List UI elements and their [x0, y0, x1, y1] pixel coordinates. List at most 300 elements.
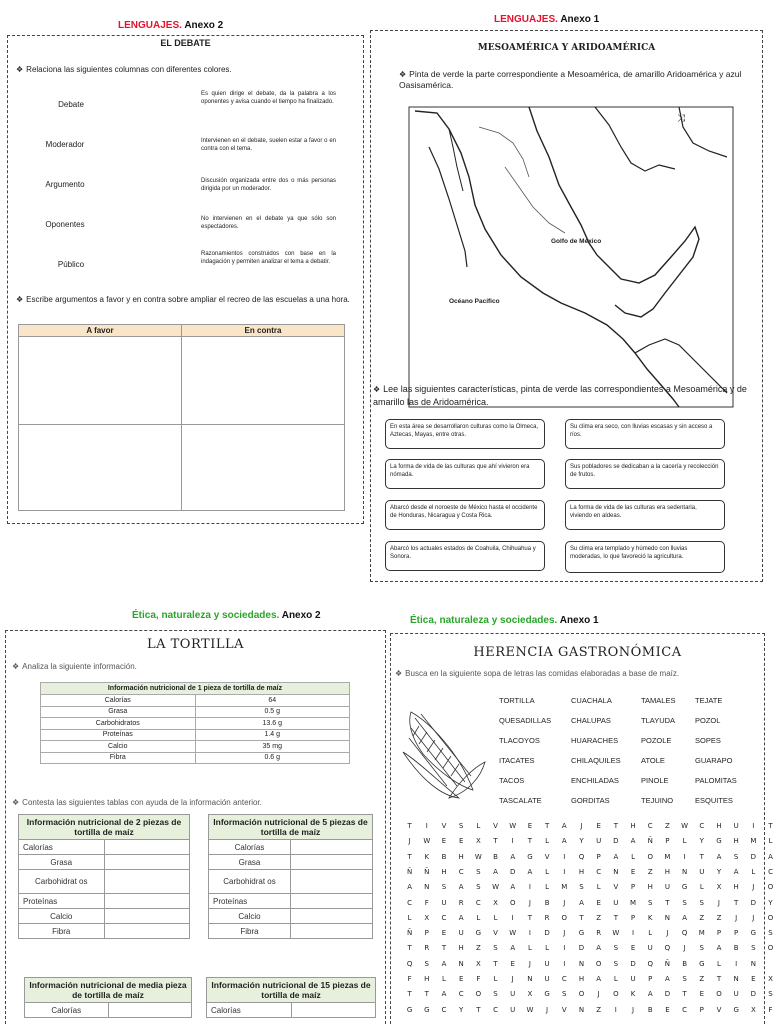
grid-letter[interactable]: W — [492, 883, 499, 892]
grid-letter[interactable]: Y — [459, 1005, 464, 1014]
grid-letter[interactable]: C — [493, 1005, 498, 1014]
grid-letter[interactable]: C — [768, 867, 773, 876]
grid-letter[interactable]: U — [733, 822, 739, 830]
grid-letter[interactable]: S — [699, 944, 704, 953]
grid-letter[interactable]: I — [528, 929, 531, 938]
grid-letter[interactable]: T — [613, 913, 618, 922]
grid-letter[interactable]: Y — [579, 837, 584, 846]
grid-letter[interactable]: T — [682, 990, 687, 999]
term-oponentes[interactable]: Oponentes — [45, 220, 85, 229]
grid-letter[interactable]: G — [733, 1005, 739, 1014]
grid-letter[interactable]: U — [699, 867, 705, 876]
grid-letter[interactable]: Z — [699, 913, 705, 922]
grid-letter[interactable]: L — [545, 883, 550, 892]
grid-letter[interactable]: G — [578, 929, 585, 938]
grid-letter[interactable]: P — [424, 929, 429, 938]
grid-letter[interactable]: C — [441, 1005, 447, 1014]
answer-cell[interactable] — [104, 924, 190, 939]
grid-letter[interactable]: G — [527, 852, 533, 861]
grid-letter[interactable]: E — [458, 975, 464, 983]
grid-letter[interactable]: H — [733, 883, 739, 892]
grid-letter[interactable]: N — [424, 883, 430, 892]
grid-letter[interactable]: L — [442, 975, 446, 983]
grid-letter[interactable]: K — [424, 852, 430, 861]
grid-letter[interactable]: I — [563, 852, 566, 861]
grid-letter[interactable]: E — [630, 944, 636, 953]
grid-letter[interactable]: L — [545, 837, 550, 846]
grid-letter[interactable]: M — [698, 929, 705, 938]
grid-letter[interactable]: Q — [664, 944, 671, 953]
grid-letter[interactable]: T — [665, 898, 670, 907]
grid-letter[interactable]: J — [528, 898, 531, 907]
grid-letter[interactable]: W — [509, 929, 517, 938]
grid-letter[interactable]: A — [510, 944, 516, 953]
contra-cell[interactable] — [182, 337, 345, 425]
grid-letter[interactable]: O — [647, 852, 653, 861]
grid-letter[interactable]: Z — [596, 1005, 602, 1014]
grid-letter[interactable]: F — [768, 1005, 773, 1014]
grid-letter[interactable]: I — [511, 837, 514, 846]
grid-letter[interactable]: O — [716, 990, 722, 999]
grid-letter[interactable]: L — [476, 822, 481, 830]
grid-letter[interactable]: X — [527, 990, 533, 999]
grid-letter[interactable]: S — [647, 898, 653, 907]
grid-letter[interactable]: J — [631, 1005, 635, 1014]
characteristic-card[interactable]: Su clima era seco, con lluvias escasas y sin acceso a ríos. — [565, 419, 725, 449]
grid-letter[interactable]: M — [561, 883, 568, 892]
grid-letter[interactable]: I — [752, 822, 755, 830]
grid-letter[interactable]: E — [441, 837, 447, 846]
grid-letter[interactable]: T — [476, 1005, 481, 1014]
grid-letter[interactable]: S — [562, 990, 567, 999]
grid-letter[interactable]: T — [716, 975, 722, 983]
grid-letter[interactable]: H — [733, 837, 739, 846]
grid-letter[interactable]: B — [733, 944, 739, 953]
grid-letter[interactable]: W — [526, 1005, 534, 1014]
grid-letter[interactable]: T — [734, 898, 739, 907]
answer-cell[interactable] — [291, 894, 373, 909]
grid-letter[interactable]: D — [664, 990, 671, 999]
grid-letter[interactable]: Q — [578, 852, 585, 861]
grid-letter[interactable]: A — [665, 975, 670, 983]
grid-letter[interactable]: X — [716, 883, 722, 892]
grid-letter[interactable]: C — [699, 822, 705, 830]
grid-letter[interactable]: A — [561, 837, 567, 846]
grid-letter[interactable]: H — [424, 975, 430, 983]
grid-letter[interactable]: A — [458, 913, 464, 922]
grid-letter[interactable]: V — [544, 852, 550, 861]
grid-letter[interactable]: V — [561, 1005, 567, 1014]
favor-cell[interactable] — [19, 425, 182, 511]
grid-letter[interactable]: S — [424, 959, 429, 968]
characteristic-card[interactable]: La forma de vida de las culturas que ahí vivieron era nómada. — [385, 459, 545, 489]
grid-letter[interactable]: A — [527, 867, 533, 876]
answer-cell[interactable] — [291, 909, 373, 924]
grid-letter[interactable]: R — [424, 944, 430, 953]
grid-letter[interactable]: K — [630, 990, 636, 999]
grid-letter[interactable]: J — [563, 929, 566, 938]
grid-letter[interactable]: W — [612, 929, 620, 938]
grid-letter[interactable]: L — [768, 837, 773, 846]
grid-letter[interactable]: P — [630, 883, 636, 892]
grid-letter[interactable]: U — [733, 990, 739, 999]
grid-letter[interactable]: Ñ — [664, 959, 671, 968]
grid-letter[interactable]: L — [545, 867, 550, 876]
grid-letter[interactable]: F — [424, 898, 429, 907]
grid-letter[interactable]: S — [768, 929, 773, 938]
grid-letter[interactable]: E — [596, 898, 601, 907]
grid-letter[interactable]: S — [768, 990, 773, 999]
grid-letter[interactable]: E — [458, 837, 464, 846]
grid-letter[interactable]: K — [647, 913, 653, 922]
grid-letter[interactable]: U — [647, 944, 653, 953]
grid-letter[interactable]: E — [596, 822, 601, 830]
word-search-grid[interactable] — [401, 822, 774, 1022]
grid-letter[interactable]: A — [561, 822, 567, 830]
grid-letter[interactable]: A — [733, 867, 739, 876]
grid-letter[interactable]: Q — [647, 959, 653, 968]
grid-letter[interactable]: A — [579, 898, 584, 907]
grid-letter[interactable]: L — [493, 913, 498, 922]
grid-letter[interactable]: T — [493, 959, 498, 968]
grid-letter[interactable]: W — [474, 852, 482, 861]
grid-letter[interactable]: M — [750, 837, 757, 846]
grid-letter[interactable]: H — [630, 822, 636, 830]
grid-letter[interactable]: C — [475, 898, 481, 907]
grid-letter[interactable]: X — [750, 1005, 756, 1014]
grid-letter[interactable]: T — [424, 990, 429, 999]
grid-letter[interactable]: N — [733, 975, 739, 983]
grid-letter[interactable]: J — [597, 990, 600, 999]
characteristic-card[interactable]: Abarcó los actuales estados de Coahuila, Chihuahua y Sonora. — [385, 541, 545, 571]
grid-letter[interactable]: E — [441, 929, 447, 938]
grid-letter[interactable]: C — [441, 913, 447, 922]
grid-letter[interactable]: A — [613, 852, 619, 861]
grid-letter[interactable]: S — [493, 990, 498, 999]
grid-letter[interactable]: A — [493, 867, 498, 876]
grid-letter[interactable]: C — [682, 1005, 688, 1014]
answer-cell[interactable] — [104, 855, 190, 870]
grid-letter[interactable]: I — [563, 867, 566, 876]
grid-letter[interactable]: I — [735, 959, 738, 968]
definition-5[interactable]: Razonamientos construidos con base en la indagación y permiten analizar el tema a debatir. — [201, 251, 336, 265]
grid-letter[interactable]: T — [613, 822, 618, 830]
grid-letter[interactable]: T — [407, 990, 412, 999]
grid-letter[interactable]: L — [545, 944, 550, 953]
grid-letter[interactable]: L — [493, 975, 498, 983]
contra-cell[interactable] — [182, 425, 345, 511]
grid-letter[interactable]: Z — [475, 944, 481, 953]
grid-letter[interactable]: X — [493, 898, 498, 907]
grid-letter[interactable]: Ñ — [406, 867, 413, 876]
grid-letter[interactable]: U — [510, 1005, 516, 1014]
grid-letter[interactable]: S — [493, 944, 498, 953]
grid-letter[interactable]: U — [630, 975, 636, 983]
grid-letter[interactable]: H — [647, 883, 653, 892]
grid-letter[interactable]: C — [561, 975, 567, 983]
grid-letter[interactable]: B — [441, 852, 447, 861]
grid-letter[interactable]: B — [544, 898, 550, 907]
grid-letter[interactable]: X — [475, 959, 481, 968]
definition-4[interactable]: No intervienen en el debate ya que sólo son espectadores. — [201, 216, 336, 230]
grid-letter[interactable]: D — [750, 852, 757, 861]
grid-letter[interactable]: P — [734, 929, 739, 938]
grid-letter[interactable]: L — [699, 883, 704, 892]
grid-letter[interactable]: U — [510, 990, 516, 999]
grid-letter[interactable]: G — [681, 883, 688, 892]
grid-letter[interactable]: H — [578, 975, 585, 983]
grid-letter[interactable]: U — [664, 883, 670, 892]
grid-letter[interactable]: V — [493, 822, 498, 830]
grid-letter[interactable]: A — [682, 913, 687, 922]
grid-letter[interactable]: A — [647, 990, 653, 999]
answer-cell[interactable] — [104, 870, 190, 894]
grid-letter[interactable]: G — [424, 1005, 430, 1014]
grid-letter[interactable]: L — [476, 913, 481, 922]
grid-letter[interactable]: F — [407, 975, 412, 983]
grid-letter[interactable]: W — [681, 822, 689, 830]
grid-letter[interactable]: A — [441, 990, 447, 999]
grid-letter[interactable]: S — [476, 883, 481, 892]
grid-letter[interactable]: N — [664, 913, 671, 922]
grid-letter[interactable]: D — [544, 929, 550, 938]
grid-letter[interactable]: D — [613, 837, 619, 846]
grid-letter[interactable]: W — [509, 822, 517, 830]
grid-letter[interactable]: R — [596, 929, 602, 938]
definition-1[interactable]: Es quien dirige el debate, da la palabra a los oponentes y avisa cuando el tiempo ha finalizado. — [201, 91, 336, 105]
term-debate[interactable]: Debate — [58, 100, 84, 109]
grid-letter[interactable]: M — [630, 898, 637, 907]
grid-letter[interactable]: O — [561, 913, 568, 922]
grid-letter[interactable]: O — [767, 913, 774, 922]
grid-letter[interactable]: I — [425, 822, 428, 830]
grid-letter[interactable]: C — [458, 867, 464, 876]
grid-letter[interactable]: J — [717, 898, 720, 907]
grid-letter[interactable]: N — [681, 867, 688, 876]
grid-letter[interactable]: S — [441, 883, 447, 892]
grid-letter[interactable]: E — [527, 822, 533, 830]
grid-letter[interactable]: C — [596, 867, 602, 876]
grid-letter[interactable]: J — [666, 929, 669, 938]
grid-letter[interactable]: O — [578, 990, 585, 999]
definition-2[interactable]: Intervienen en el debate, suelen estar a favor o en contra con el tema. — [201, 138, 336, 152]
grid-letter[interactable]: J — [752, 883, 755, 892]
grid-letter[interactable]: G — [699, 959, 705, 968]
grid-letter[interactable]: L — [527, 944, 532, 953]
grid-letter[interactable]: T — [579, 913, 584, 922]
grid-letter[interactable]: L — [751, 867, 756, 876]
grid-letter[interactable]: L — [682, 837, 687, 846]
grid-letter[interactable]: G — [475, 929, 482, 938]
grid-letter[interactable]: H — [664, 867, 671, 876]
grid-letter[interactable]: L — [407, 913, 412, 922]
grid-letter[interactable]: Q — [681, 929, 688, 938]
grid-letter[interactable]: R — [544, 913, 550, 922]
grid-letter[interactable]: S — [476, 867, 481, 876]
grid-letter[interactable]: A — [510, 883, 516, 892]
grid-letter[interactable]: H — [458, 852, 464, 861]
grid-letter[interactable]: J — [546, 1005, 549, 1014]
grid-letter[interactable]: U — [544, 959, 550, 968]
grid-letter[interactable]: W — [423, 837, 431, 846]
grid-letter[interactable]: U — [458, 929, 464, 938]
grid-letter[interactable]: V — [716, 1005, 722, 1014]
grid-letter[interactable]: B — [647, 1005, 653, 1014]
answer-cell[interactable] — [104, 894, 190, 909]
grid-letter[interactable]: N — [527, 975, 533, 983]
grid-letter[interactable]: V — [441, 822, 447, 830]
grid-letter[interactable]: S — [682, 898, 687, 907]
grid-letter[interactable]: S — [682, 975, 687, 983]
grid-letter[interactable]: N — [458, 959, 464, 968]
grid-letter[interactable]: H — [458, 944, 464, 953]
grid-letter[interactable]: Z — [716, 913, 722, 922]
grid-letter[interactable]: L — [717, 959, 721, 968]
grid-letter[interactable]: P — [699, 1005, 704, 1014]
grid-letter[interactable]: A — [458, 883, 464, 892]
grid-letter[interactable]: Y — [699, 837, 704, 846]
grid-letter[interactable]: G — [716, 837, 722, 846]
grid-letter[interactable]: A — [596, 975, 602, 983]
grid-letter[interactable]: I — [683, 852, 686, 861]
grid-letter[interactable]: E — [751, 975, 756, 983]
grid-letter[interactable]: Z — [596, 913, 602, 922]
grid-letter[interactable]: S — [613, 959, 619, 968]
grid-letter[interactable]: O — [595, 959, 602, 968]
answer-cell[interactable] — [291, 1003, 376, 1018]
grid-letter[interactable]: U — [441, 898, 447, 907]
grid-letter[interactable]: T — [493, 837, 498, 846]
grid-letter[interactable]: T — [441, 944, 447, 953]
grid-letter[interactable]: J — [735, 913, 738, 922]
answer-cell[interactable] — [291, 840, 373, 855]
grid-letter[interactable]: E — [630, 867, 636, 876]
grid-letter[interactable]: U — [596, 837, 602, 846]
grid-letter[interactable]: O — [613, 990, 619, 999]
characteristic-card[interactable]: Abarcó desde el noroeste de México hasta el occidente de Honduras, Nicaragua y Costa Rica. — [385, 500, 545, 530]
grid-letter[interactable]: D — [578, 944, 585, 953]
grid-letter[interactable]: Ñ — [406, 929, 413, 938]
characteristic-card[interactable]: Sus pobladores se dedicaban a la cacería y recolección de frutos. — [565, 459, 725, 489]
grid-letter[interactable]: E — [510, 959, 515, 968]
grid-letter[interactable]: R — [458, 898, 464, 907]
grid-letter[interactable]: A — [716, 944, 722, 953]
favor-cell[interactable] — [19, 337, 182, 425]
characteristic-card[interactable]: La forma de vida de las culturas era sedentaria, viviendo en aldeas. — [565, 500, 725, 530]
grid-letter[interactable]: G — [406, 1005, 413, 1014]
grid-letter[interactable]: P — [630, 913, 636, 922]
grid-letter[interactable]: P — [665, 837, 670, 846]
grid-letter[interactable]: I — [631, 929, 635, 938]
grid-letter[interactable]: S — [458, 822, 464, 830]
answer-cell[interactable] — [291, 870, 373, 894]
grid-letter[interactable]: I — [511, 913, 514, 922]
grid-letter[interactable]: Q — [406, 959, 413, 968]
grid-letter[interactable]: Y — [716, 867, 722, 876]
answer-cell[interactable] — [104, 909, 190, 924]
grid-letter[interactable]: A — [768, 852, 773, 861]
grid-letter[interactable]: I — [563, 959, 566, 968]
grid-letter[interactable]: D — [750, 898, 757, 907]
grid-letter[interactable]: S — [699, 898, 704, 907]
grid-letter[interactable]: V — [613, 883, 619, 892]
grid-letter[interactable]: J — [563, 898, 566, 907]
characteristic-card[interactable]: Su clima era templado y húmedo con lluvias moderadas, lo que favoreció la agricultura. — [565, 541, 725, 573]
grid-letter[interactable]: M — [664, 852, 671, 861]
grid-letter[interactable]: J — [580, 822, 583, 830]
grid-letter[interactable]: Z — [665, 822, 670, 830]
grid-letter[interactable]: B — [682, 959, 687, 968]
grid-letter[interactable]: L — [613, 975, 618, 983]
grid-letter[interactable]: T — [699, 852, 704, 861]
grid-letter[interactable]: Z — [699, 975, 705, 983]
grid-letter[interactable]: N — [750, 959, 756, 968]
grid-letter[interactable]: S — [733, 852, 739, 861]
grid-letter[interactable]: T — [407, 944, 412, 953]
grid-letter[interactable]: A — [441, 959, 447, 968]
grid-letter[interactable]: P — [648, 975, 653, 983]
grid-letter[interactable]: J — [683, 944, 686, 953]
grid-letter[interactable]: T — [407, 822, 412, 830]
grid-letter[interactable]: N — [613, 867, 619, 876]
grid-letter[interactable]: P — [716, 929, 722, 938]
grid-letter[interactable]: C — [647, 822, 653, 830]
grid-letter[interactable]: F — [476, 975, 481, 983]
grid-letter[interactable]: Ñ — [424, 867, 430, 876]
term-argumento[interactable]: Argumento — [45, 180, 85, 189]
grid-letter[interactable]: L — [631, 852, 635, 861]
grid-letter[interactable]: A — [630, 837, 636, 846]
grid-letter[interactable]: O — [475, 990, 482, 999]
grid-letter[interactable]: T — [527, 913, 533, 922]
grid-letter[interactable]: J — [408, 837, 411, 846]
grid-letter[interactable]: O — [509, 898, 516, 907]
term-moderador[interactable]: Moderador — [45, 140, 85, 149]
grid-letter[interactable]: U — [544, 975, 550, 983]
grid-letter[interactable]: C — [407, 898, 413, 907]
grid-letter[interactable]: L — [596, 883, 601, 892]
grid-letter[interactable]: D — [750, 990, 757, 999]
grid-letter[interactable]: E — [665, 1005, 670, 1014]
grid-letter[interactable]: T — [527, 837, 533, 846]
grid-letter[interactable]: I — [614, 1005, 617, 1014]
grid-letter[interactable]: J — [528, 959, 531, 968]
grid-letter[interactable]: P — [596, 852, 601, 861]
grid-letter[interactable]: S — [613, 944, 619, 953]
characteristic-card[interactable]: En esta área se desarrollaron culturas como la Olmeca, Aztecas, Mayas, entre otras. — [385, 419, 545, 449]
grid-letter[interactable]: D — [630, 959, 636, 968]
grid-letter[interactable]: I — [563, 944, 566, 953]
grid-letter[interactable]: G — [750, 929, 757, 938]
term-publico[interactable]: Público — [57, 260, 85, 269]
grid-letter[interactable]: X — [768, 975, 773, 983]
grid-letter[interactable]: L — [648, 929, 653, 938]
grid-letter[interactable]: V — [493, 929, 498, 938]
answer-cell[interactable] — [108, 1003, 192, 1018]
answer-cell[interactable] — [291, 924, 373, 939]
grid-letter[interactable]: G — [544, 990, 550, 999]
grid-letter[interactable]: E — [699, 990, 704, 999]
grid-letter[interactable]: N — [578, 1005, 585, 1014]
grid-letter[interactable]: Z — [647, 867, 653, 876]
definition-3[interactable]: Discusión organizada entre dos o más personas dirigida por un moderador. — [201, 178, 336, 192]
grid-letter[interactable]: A — [407, 883, 412, 892]
grid-letter[interactable]: H — [441, 867, 447, 876]
grid-letter[interactable]: H — [578, 867, 585, 876]
grid-letter[interactable]: T — [407, 852, 412, 861]
grid-letter[interactable]: I — [528, 883, 531, 892]
answer-cell[interactable] — [104, 840, 190, 855]
